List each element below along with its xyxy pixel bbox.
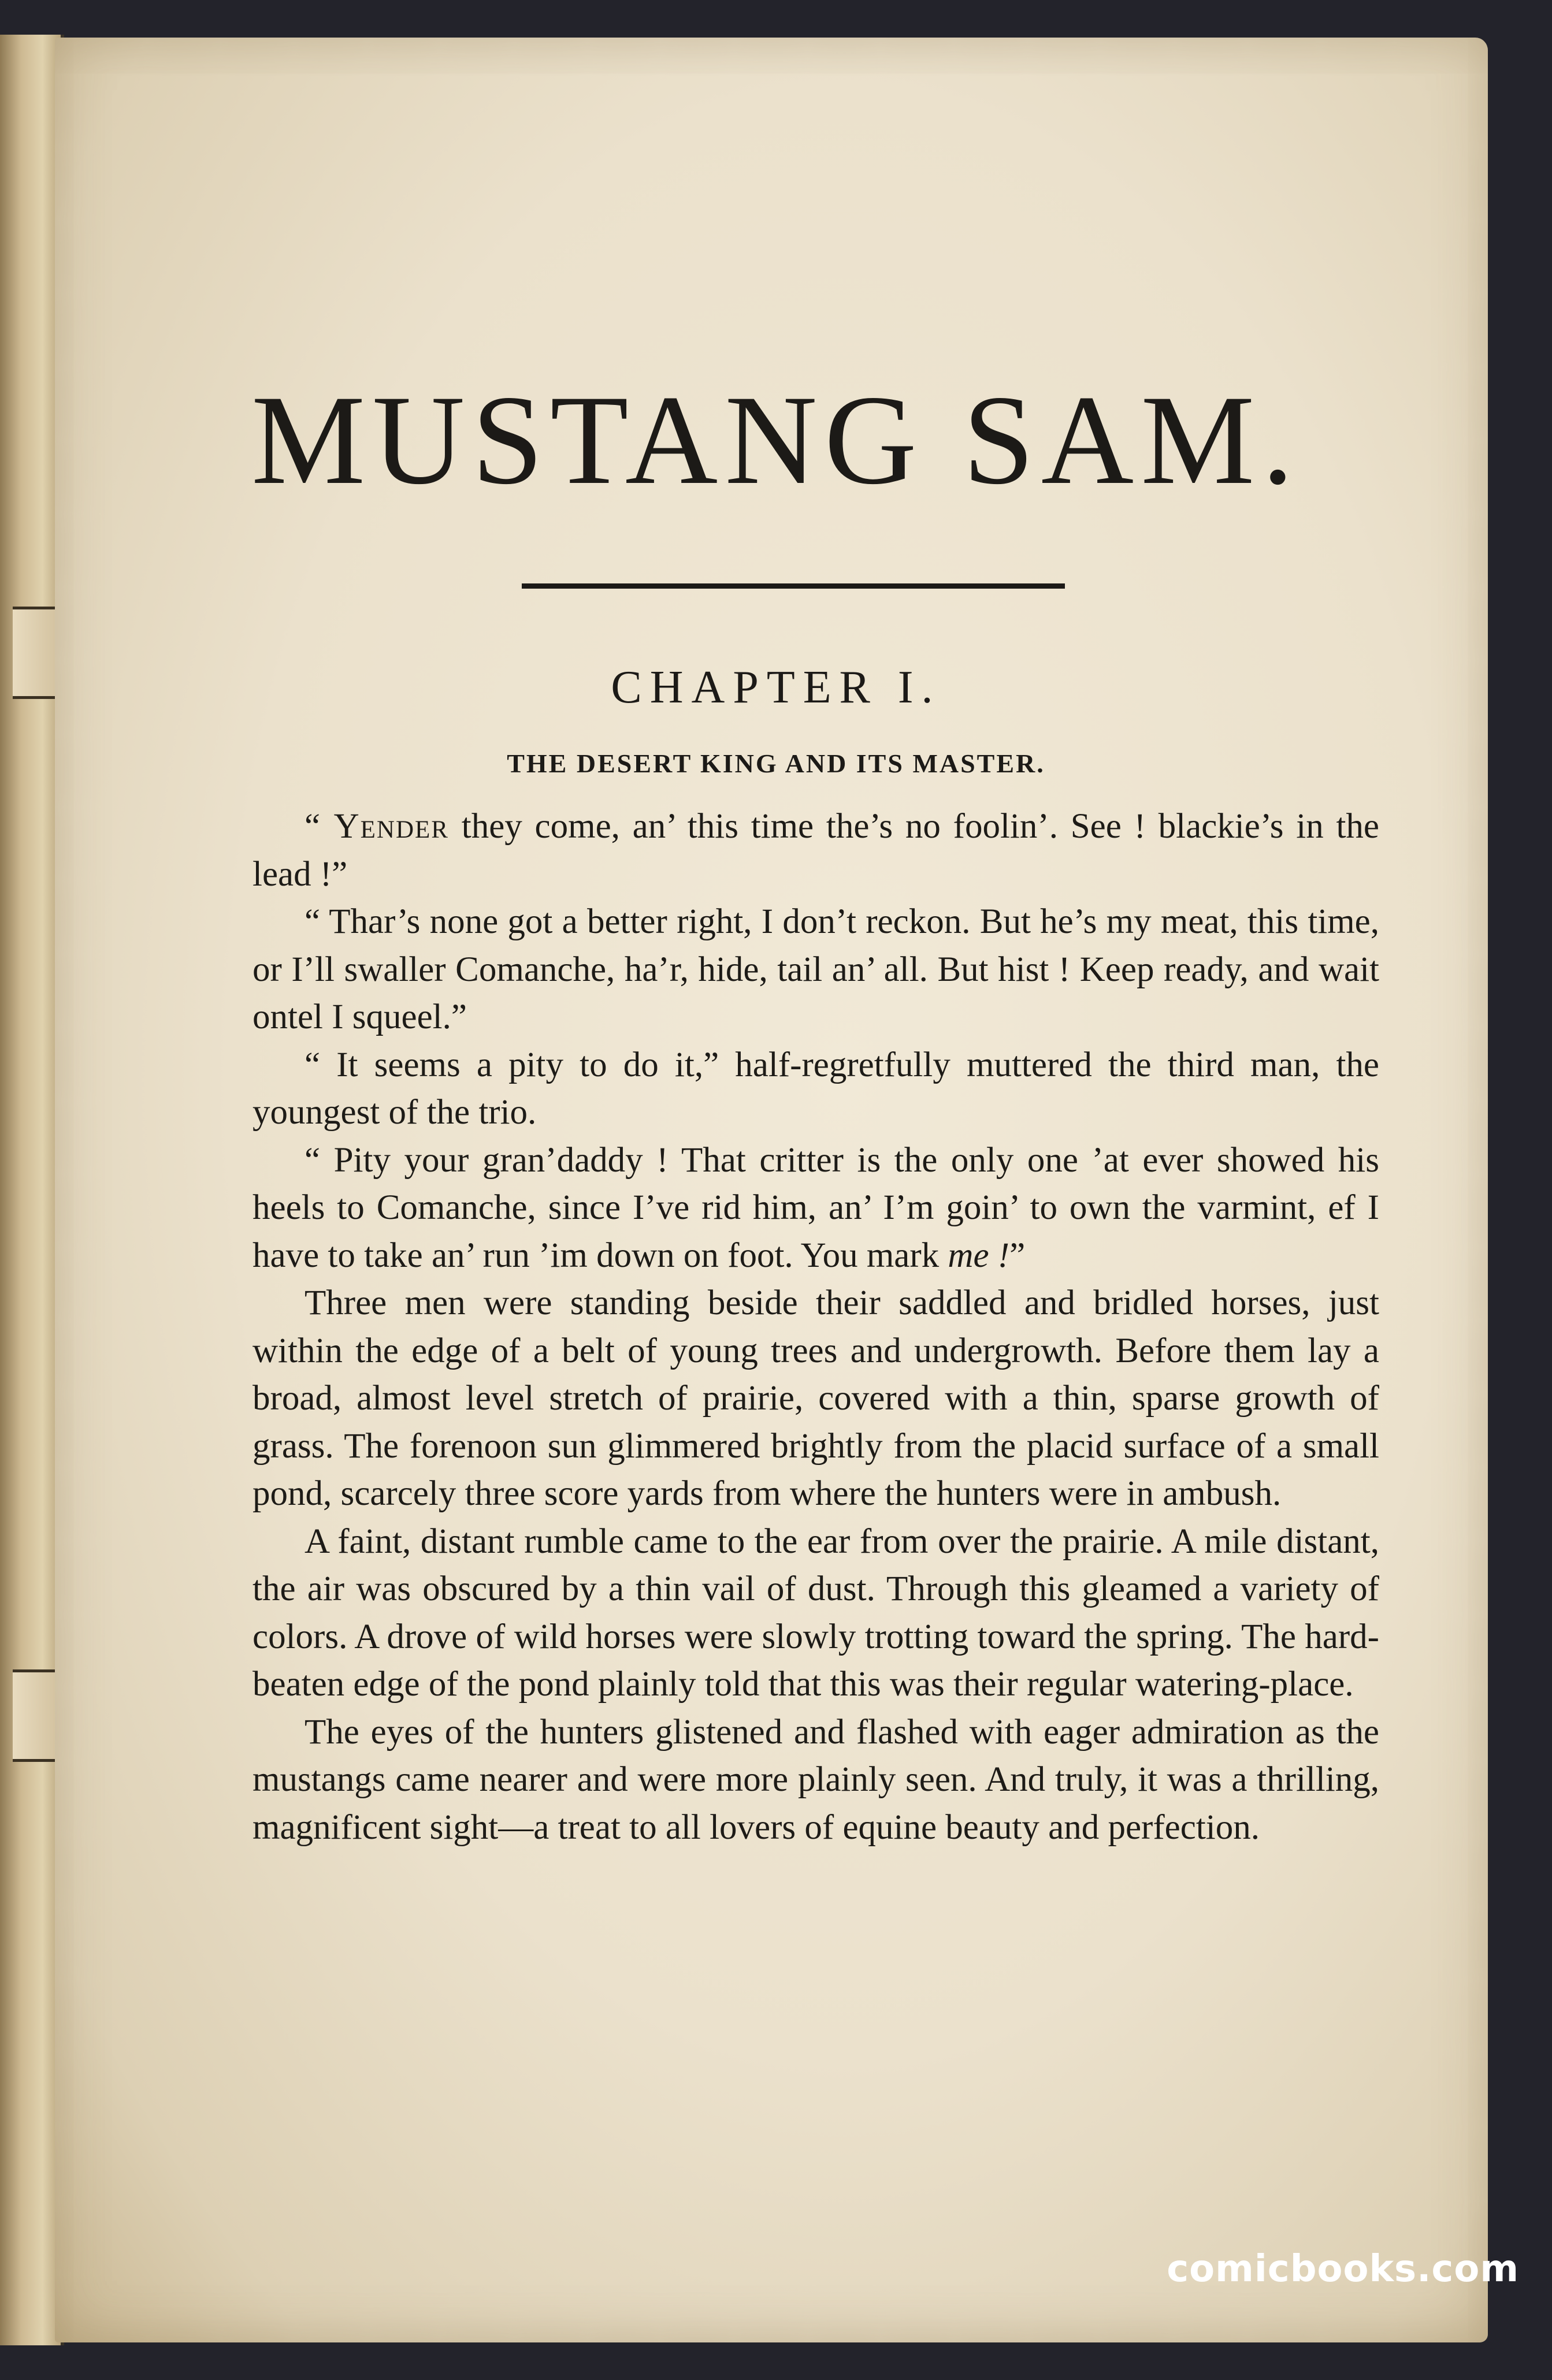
paragraph-6: A faint, distant rumble came to the ear from over the prairie. A mile distant, the air was obscured by a thin vail of dust. Through this gleamed a variety of colors. A drove of wild horses were slowly trotting toward the spring. The hard-beaten edge of the pond plainly told that this was their regular watering-place. <box>253 1522 1379 1704</box>
paragraph-lead-word: “ Yender <box>305 807 449 846</box>
book-title: MUSTANG SAM. <box>251 369 1301 511</box>
paragraph-text: they come, an’ this time the’s no foolin’. See ! blackie’s in the lead !” <box>253 807 1379 894</box>
chapter-heading: CHAPTER I. <box>611 662 941 713</box>
paragraph-4 <box>253 1137 1379 1280</box>
paragraph-7: The eyes of the hunters glistened and flashed with eager admiration as the mustangs came nearer and were more plainly seen. And truly, it was a thrilling, magnificent sight—a treat to all lovers of equine beauty and perfection. <box>253 1712 1379 1847</box>
chapter-body <box>253 803 1379 1851</box>
paragraph-3: “ It seems a pity to do it,” half-regretfully muttered the third man, the youngest of the trio. <box>253 1045 1379 1132</box>
chapter-subtitle: THE DESERT KING AND ITS MASTER. <box>507 749 1045 778</box>
watermark: comicbooks.com <box>1167 2248 1519 2290</box>
paragraph-1 <box>253 803 1379 898</box>
paragraph-5: Three men were standing beside their saddled and bridled horses, just within the edge of a belt of young trees and undergrowth. Before them lay a broad, almost level stretch of prairie, covered with a thin, sparse growth of grass. The forenoon sun glimmered brightly from the placid surface of a small pond, scarcely three score yards from where the hunters were in ambush. <box>253 1284 1379 1513</box>
paragraph-italic-text: me ! <box>948 1236 1010 1275</box>
paragraph-closing-quote: ” <box>1009 1236 1026 1275</box>
title-rule <box>522 583 1065 589</box>
paragraph-2: “ Thar’s none got a better right, I don’t reckon. But he’s my meat, this time, or I’ll swaller Comanche, ha’r, hide, tail an’ all. But hist ! Keep ready, and wait ontel I squeel.” <box>253 902 1379 1036</box>
paragraph-text: “ Pity your gran’daddy ! That critter is the only one ’at ever showed his heels to Comanche, since I’ve rid him, an’ I’m goin’ to own the varmint, ef I have to take an’ run ’im down on foot. You mark <box>253 1140 1379 1275</box>
